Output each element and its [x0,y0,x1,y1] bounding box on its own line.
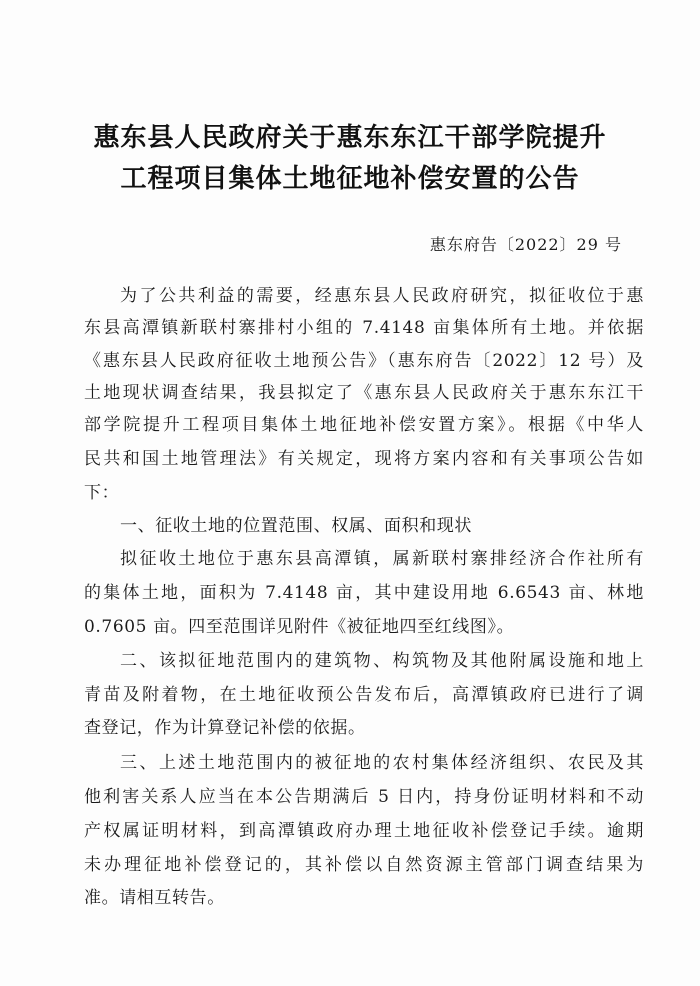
body-line: 查登记，作为计算登记补偿的依据。 [84,718,366,738]
section-heading: 二、该拟征地范围内的建筑物、构筑物及其他附属设施和地上 [120,651,644,671]
body-line: 未办理征地补偿登记的，其补偿以自然资源主管部门调查结果为 [84,855,644,875]
body-line: 的集体土地，面积为 7.4148 亩，其中建设用地 6.6543 亩、林地 [84,583,644,603]
body-line: 下： [84,483,120,503]
body-line: 东县高潭镇新联村寨排村小组的 7.4148 亩集体所有土地。并依据 [84,318,644,338]
body-line: 他利害关系人应当在本公告期满后 5 日内，持身份证明材料和不动 [84,787,644,807]
body-line: 《惠东县人民政府征收土地预公告》（惠东府告〔2022〕12 号）及 [84,351,644,371]
document-number: 惠东府告〔2022〕29 号 [429,235,622,254]
body-line: 准。请相互转告。 [84,888,225,908]
section-heading: 三、上述土地范围内的被征地的农村集体经济组织、农民及其 [120,753,644,773]
section-heading: 一、征收土地的位置范围、权属、面积和现状 [120,516,472,536]
body-line: 青苗及附着物，在土地征收预公告发布后，高潭镇政府已进行了调 [84,685,644,705]
body-line: 部学院提升工程项目集体土地征地补偿安置方案》。根据《中华人 [84,415,644,435]
body-line: 0.7605 亩。四至范围详见附件《被征地四至红线图》。 [84,617,515,637]
body-line: 产权属证明材料，到高潭镇政府办理土地征收补偿登记手续。逾期 [84,821,644,841]
document-title-line-2: 工程项目集体土地征地补偿安置的公告 [120,164,580,194]
body-line: 为了公共利益的需要，经惠东县人民政府研究，拟征收位于惠 [120,286,644,306]
body-line: 民共和国土地管理法》有关规定，现将方案内容和有关事项公告如 [84,449,644,469]
document-title-line-1: 惠东县人民政府关于惠东东江干部学院提升 [93,123,607,153]
body-line: 土地现状调查结果，我县拟定了《惠东县人民政府关于惠东东江干 [84,383,644,403]
body-line: 拟征收土地位于惠东县高潭镇，属新联村寨排经济合作社所有 [120,549,644,569]
